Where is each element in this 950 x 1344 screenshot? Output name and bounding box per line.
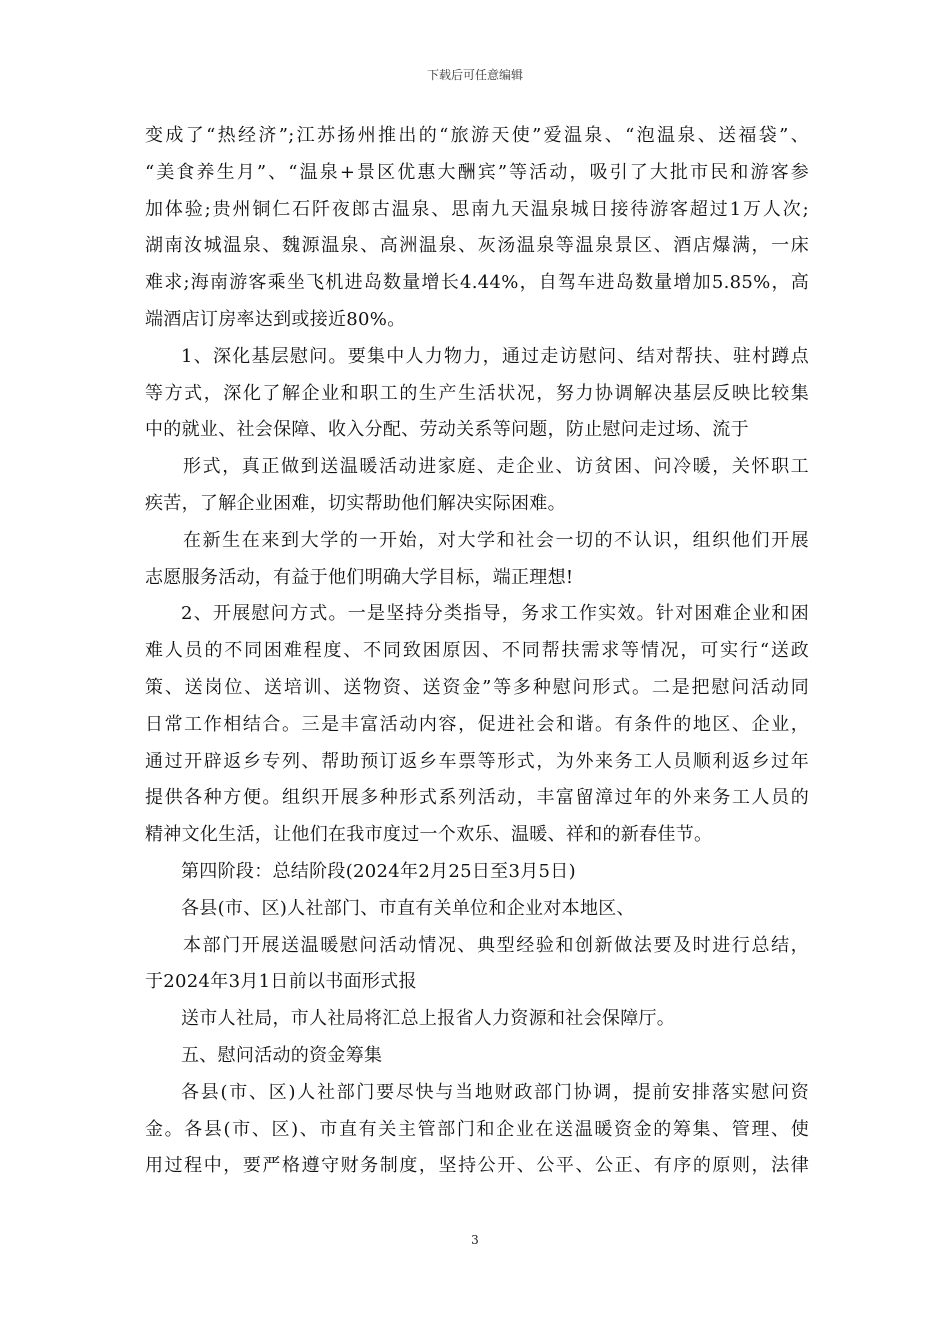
page-header: 下载后可任意编辑 bbox=[426, 68, 523, 82]
text-line: 送市人社局，市人社局将汇总上报省人力资源和社会保障厅。 bbox=[181, 1008, 676, 1030]
text-line: 本部门开展送温暖慰问活动情况、典型经验和创新做法要及时进行总结， bbox=[183, 934, 809, 956]
text-line: 通过开辟返乡专列、帮助预订返乡车票等形式，为外来务工人员顺利返乡过年 bbox=[145, 750, 809, 772]
text-line: 在新生在来到大学的一开始，对大学和社会一切的不认识，组织他们开展 bbox=[183, 529, 809, 551]
document-body bbox=[145, 118, 809, 1185]
text-line: 变成了“热经济”;江苏扬州推出的“旅游天使”爱温泉、“泡温泉、送福袋”、 bbox=[145, 125, 809, 146]
text-line: 疾苦，了解企业困难，切实帮助他们解决实际困难。 bbox=[145, 492, 566, 514]
text-line: 于2024年3月1日前以书面形式报 bbox=[145, 971, 417, 993]
text-line: 中的就业、社会保障、收入分配、劳动关系等问题，防止慰问走过场、流于 bbox=[145, 419, 749, 441]
text-line: 精神文化生活，让他们在我市度过一个欢乐、温暖、祥和的新春佳节。 bbox=[145, 824, 713, 846]
text-line: 日常工作相结合。三是丰富活动内容，促进社会和谐。有条件的地区、企业， bbox=[145, 713, 809, 735]
text-line: 各县(市、区)人社部门、市直有关单位和企业对本地区、 bbox=[181, 897, 635, 919]
text-line: 志愿服务活动，有益于他们明确大学目标，端正理想! bbox=[145, 566, 574, 588]
text-line: 等方式，深化了解企业和职工的生产生活状况，努力协调解决基层反映比较集 bbox=[145, 382, 809, 404]
text-line: 难求;海南游客乘坐飞机进岛数量增长4.44%，自驾车进岛数量增加5.85%，高 bbox=[145, 272, 809, 294]
text-line: 端酒店订房率达到或接近80%。 bbox=[145, 308, 406, 330]
text-line: 第四阶段：总结阶段(2024年2月25日至3月5日) bbox=[181, 860, 576, 882]
text-line: 难人员的不同困难程度、不同致困原因、不同帮扶需求等情况，可实行“送政 bbox=[145, 640, 809, 662]
text-line: 湖南汝城温泉、魏源温泉、高洲温泉、灰汤温泉等温泉景区、酒店爆满，一床 bbox=[145, 235, 809, 257]
text-line: 2、开展慰问方式。一是坚持分类指导，务求工作实效。针对困难企业和困 bbox=[181, 603, 809, 625]
text-line: “美食养生月”、“温泉+景区优惠大酬宾”等活动，吸引了大批市民和游客参 bbox=[145, 161, 809, 183]
text-line: 加体验;贵州铜仁石阡夜郎古温泉、思南九天温泉城日接待游客超过1万人次; bbox=[145, 198, 809, 220]
text-line: 金。各县(市、区)、市直有关主管部门和企业在送温暖资金的筹集、管理、使 bbox=[145, 1118, 809, 1140]
page-number: 3 bbox=[471, 1233, 479, 1247]
text-line: 策、送岗位、送培训、送物资、送资金”等多种慰问形式。二是把慰问活动同 bbox=[145, 676, 809, 698]
text-line: 各县(市、区)人社部门要尽快与当地财政部门协调，提前安排落实慰问资 bbox=[181, 1081, 809, 1103]
text-line: 1、深化基层慰问。要集中人力物力，通过走访慰问、结对帮扶、驻村蹲点 bbox=[181, 345, 809, 367]
text-line: 五、慰问活动的资金筹集 bbox=[181, 1044, 383, 1066]
text-line: 提供各种方便。组织开展多种形式系列活动，丰富留漳过年的外来务工人员的 bbox=[145, 787, 809, 809]
text-line: 用过程中，要严格遵守财务制度，坚持公开、公平、公正、有序的原则，法律 bbox=[145, 1155, 809, 1177]
text-line: 形式，真正做到送温暖活动进家庭、走企业、访贫困、问冷暖，关怀职工 bbox=[183, 456, 809, 478]
